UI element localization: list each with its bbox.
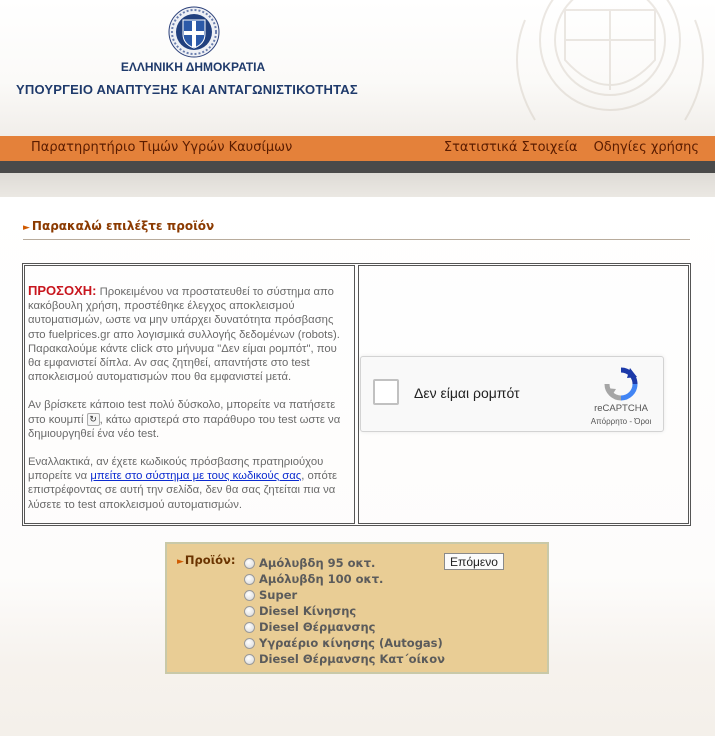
- product-option-label: Υγραέριο κίνησης (Autogas): [259, 636, 443, 650]
- header-shadow-strip: [0, 173, 715, 197]
- radio-button[interactable]: [244, 574, 255, 585]
- notice-p2-before: Αν βρίσκετε κάποιο test πολύ δύσκολο, μπορείτε να πατήσετε στο κουμπί: [28, 399, 336, 426]
- section-divider: [23, 239, 690, 240]
- recaptcha-brand: reCAPTCHA: [594, 403, 648, 414]
- notice-p3-before: Εναλλακτικά, αν έχετε κωδικούς πρόσβασης πρατηριούχου μπορείτε να: [28, 456, 324, 483]
- notice-cell: [24, 265, 355, 524]
- radio-button[interactable]: [244, 654, 255, 665]
- nav-site-title-link[interactable]: Παρατηρητήριο Τιμών Υγρών Καυσίμων: [31, 140, 293, 155]
- notice-p3-after: , οπότε επιστρέφοντας σε αυτή την σελίδα, δεν θα σας ζητείται πια να λύσετε το test αποκλεισμού αυτοματισμών.: [28, 470, 338, 511]
- warning-label: ΠΡΟΣΟΧΗ:: [28, 283, 97, 298]
- product-option[interactable]: [244, 635, 445, 651]
- notice-p1-text: Προκειμένου να προστατευθεί το σύστημα απο κακόβουλη χρήση, προστέθηκε έλεγχος αποκλεισμού αυτοματισμών, ωστε να μην υπάρχει δυνατότητα πρόσβασης στο fuelprices.gr απο λογισμικά συλλογής δεδομένων (robots). Παρακαλούμε κάντε click στο μήνυμα "Δεν είμαι ρομπότ", που θα εμφανιστεί δίπλα. Αν σας ζητηθεί, απαντήστε στο test αποκλεισμού αυτοματισμών που θα εμφανιστεί μετά.: [28, 286, 340, 384]
- product-options: [244, 555, 445, 667]
- nav-link-instructions[interactable]: Οδηγίες χρήσης: [593, 140, 699, 155]
- product-option[interactable]: [244, 619, 445, 635]
- product-option-label: Αμόλυβδη 95 οκτ.: [259, 556, 376, 570]
- greek-coat-of-arms-icon: [168, 6, 220, 58]
- login-link[interactable]: μπείτε στο σύστημα με τους κωδικούς σας: [90, 470, 302, 483]
- radio-button[interactable]: [244, 606, 255, 617]
- coat-of-arms-watermark-icon: [505, 0, 715, 136]
- nav-links: [432, 140, 699, 155]
- site-header: [0, 0, 715, 136]
- section-title: [23, 219, 214, 233]
- bullet-arrow-icon: ►: [23, 223, 30, 233]
- section-title-text: Παρακαλώ επιλέξτε προϊόν: [31, 219, 215, 233]
- recaptcha-checkbox[interactable]: [373, 379, 399, 405]
- recaptcha-privacy-terms-link[interactable]: Απόρρητο - Όροι: [590, 417, 652, 426]
- refresh-icon: ↻: [87, 413, 100, 426]
- government-name: ΕΛΛΗΝΙΚΗ ΔΗΜΟΚΡΑΤΙΑ: [120, 60, 266, 74]
- top-nav-bar: [0, 136, 715, 161]
- radio-button[interactable]: [244, 558, 255, 569]
- notice-text: [28, 284, 351, 512]
- product-option[interactable]: [244, 603, 445, 619]
- notice-p2-after: , κάτω αριστερά στο παράθυρο του test ωστε να δημιουργηθεί ένα νέο test.: [28, 413, 341, 440]
- recaptcha-label: Δεν είμαι ρομπότ: [414, 385, 520, 401]
- ministry-name: ΥΠΟΥΡΓΕΙΟ ΑΝΑΠΤΥΞΗΣ ΚΑΙ ΑΝΤΑΓΩΝΙΣΤΙΚΟΤΗΤΑΣ: [16, 82, 358, 97]
- product-selection-form: [165, 542, 549, 674]
- product-label: [177, 553, 236, 567]
- recaptcha-logo-icon: [604, 367, 638, 401]
- radio-button[interactable]: [244, 622, 255, 633]
- product-option[interactable]: [244, 555, 445, 571]
- notice-paragraph-2: [28, 398, 351, 441]
- radio-button[interactable]: [244, 590, 255, 601]
- header-divider-strip: [0, 161, 715, 173]
- product-option-label: Super: [259, 588, 298, 602]
- product-option[interactable]: [244, 571, 445, 587]
- product-option-label: Diesel Θέρμανσης Κατ΄οίκον: [259, 652, 445, 666]
- product-label-text: Προϊόν:: [184, 553, 236, 567]
- product-option-label: Αμόλυβδη 100 οκτ.: [259, 572, 384, 586]
- product-option-label: Diesel Κίνησης: [259, 604, 357, 618]
- bullet-arrow-icon: ►: [177, 557, 184, 567]
- radio-button[interactable]: [244, 638, 255, 649]
- product-option[interactable]: [244, 651, 445, 667]
- notice-paragraph-3: [28, 455, 351, 512]
- nav-link-statistics[interactable]: Στατιστικά Στοιχεία: [443, 140, 578, 155]
- notice-paragraph-1: [28, 284, 351, 384]
- product-option[interactable]: [244, 587, 445, 603]
- recaptcha-widget: [360, 356, 664, 432]
- next-button[interactable]: Επόμενο: [444, 553, 504, 570]
- product-option-label: Diesel Θέρμανσης: [259, 620, 376, 634]
